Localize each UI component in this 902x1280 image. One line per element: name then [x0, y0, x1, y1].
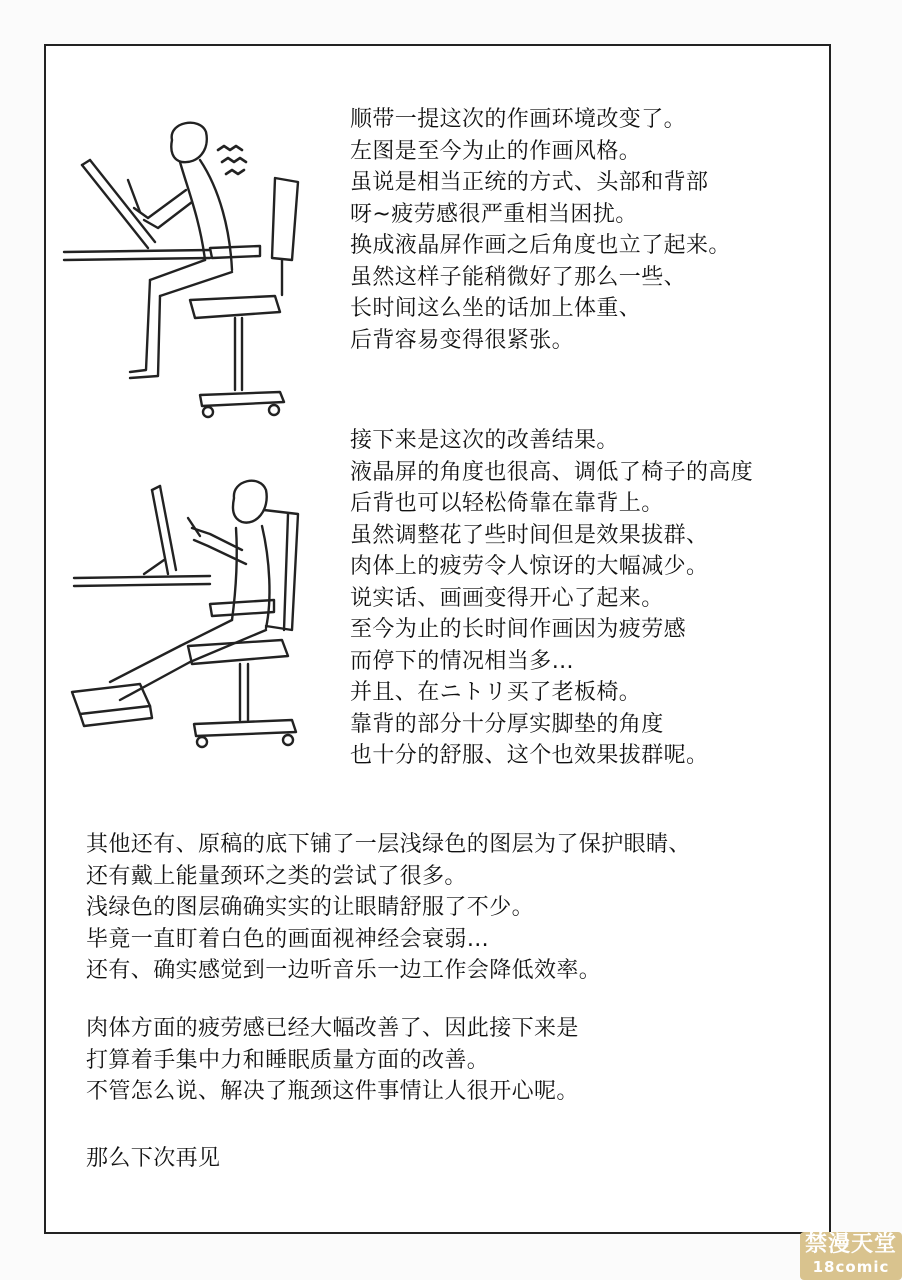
text-line: 也十分的舒服、这个也效果拔群呢。	[350, 743, 709, 768]
text-line: 说实话、画画变得开心了起来。	[350, 585, 664, 611]
watermark-subtitle: 18comic	[812, 1258, 890, 1276]
text-line: 其他还有、原稿的底下铺了一层浅绿色的图层为了保护眼睛、	[86, 832, 691, 857]
text-line: 肉体上的疲劳令人惊讶的大幅减少。	[350, 554, 709, 579]
text-line: 虽说是相当正统的方式、头部和背部	[350, 170, 709, 195]
text-line: 还有、确实感觉到一边听音乐一边工作会降低效率。	[86, 958, 602, 983]
text-line: 长时间这么坐的话加上体重、	[350, 296, 642, 321]
text-line: 毕竟一直盯着白色的画面视神经会衰弱…	[86, 926, 490, 952]
text-line: 打算着手集中力和睡眠质量方面的改善。	[86, 1047, 490, 1073]
text-line: 顺带一提这次的作画环境改变了。	[350, 107, 687, 132]
text-line: 后背也可以轻松倚靠在靠背上。	[350, 491, 664, 516]
text-line: 浅绿色的图层确确实实的让眼睛舒服了不少。	[86, 895, 535, 920]
text-line: 而停下的情况相当多…	[350, 648, 575, 674]
text-line: 靠背的部分十分厚实脚垫的角度	[350, 711, 664, 737]
next-steps-paragraph	[86, 1013, 579, 1108]
new-posture-illustration	[60, 470, 340, 760]
text-line: 虽然这样子能稍微好了那么一些、	[350, 264, 687, 290]
closing-line	[86, 1143, 220, 1175]
old-posture-illustration	[60, 120, 330, 430]
text-line: 肉体方面的疲劳感已经大幅改善了、因此接下来是	[86, 1016, 579, 1041]
closing-text: 那么下次再见	[86, 1146, 221, 1171]
environment-change-paragraph	[350, 104, 731, 356]
text-line: 还有戴上能量颈环之类的尝试了很多。	[86, 863, 467, 889]
text-line: 至今为止的长时间作画因为疲劳感	[350, 617, 687, 642]
text-line: 后背容易变得很紧张。	[350, 327, 575, 353]
text-line: 不管怎么说、解决了瓶颈这件事情让人很开心呢。	[86, 1079, 579, 1104]
other-measures-paragraph	[86, 829, 691, 987]
text-line: 换成液晶屏作画之后角度也立了起来。	[350, 233, 731, 258]
text-line: 并且、在ニトリ买了老板椅。	[350, 680, 642, 705]
watermark-title: 禁漫天堂	[804, 1232, 897, 1257]
text-line: 呀~疲劳感很严重相当困扰。	[350, 201, 638, 227]
text-line: 左图是至今为止的作画风格。	[350, 138, 642, 164]
improvement-result-paragraph	[350, 425, 753, 772]
text-line: 液晶屏的角度也很高、调低了椅子的高度	[350, 459, 754, 485]
text-line: 虽然调整花了些时间但是效果拔群、	[350, 522, 709, 548]
site-watermark-logo	[800, 1232, 902, 1280]
text-line: 接下来是这次的改善结果。	[350, 428, 619, 453]
